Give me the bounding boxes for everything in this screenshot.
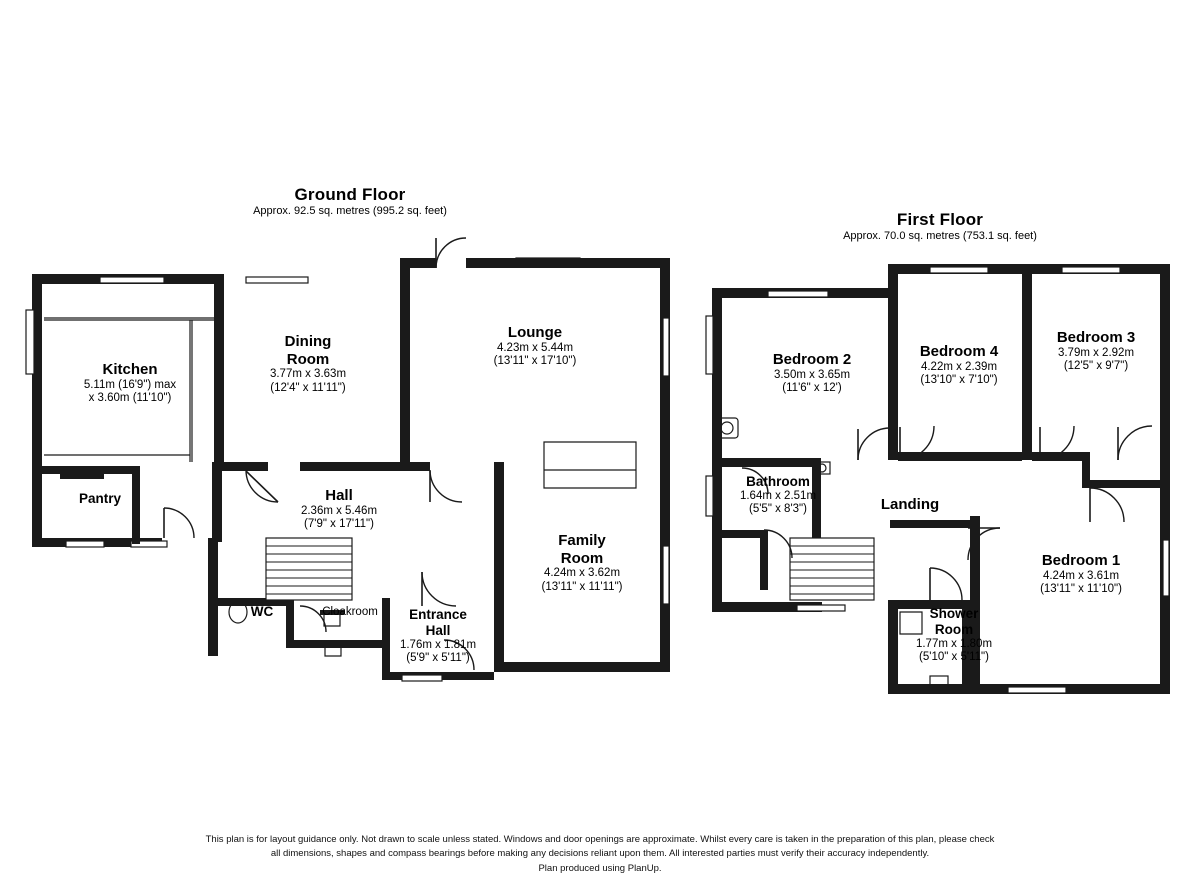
room-bedroom-1-name: Bedroom 1 <box>1041 552 1121 569</box>
room-hall <box>250 487 428 532</box>
room-pantry <box>20 491 180 507</box>
room-bedroom-3 <box>1003 329 1189 374</box>
room-entrance-hall-name-line-1: Entrance <box>409 607 467 622</box>
room-shower-room-name-line-2: Room <box>934 621 974 637</box>
room-shower-room-name-line-1: Shower <box>929 606 979 621</box>
room-bedroom-2-dim-2: (11'6" x 12') <box>782 382 842 395</box>
first-floor-stairs <box>790 538 874 600</box>
room-bedroom-3-name: Bedroom 3 <box>1056 329 1136 346</box>
ground-floor-stairs <box>266 538 352 600</box>
room-hall-dim-2: (7'9" x 17'11") <box>304 518 374 531</box>
room-dining-name-line-2: Room <box>286 350 330 368</box>
room-bathroom-dim-2: (5'5" x 8'3") <box>749 503 807 516</box>
room-kitchen-name: Kitchen <box>102 361 158 378</box>
room-bedroom-3-dim-1: 3.79m x 2.92m <box>1057 346 1135 359</box>
room-landing <box>838 496 982 514</box>
disclaimer-line-3: Plan produced using PlanUp. <box>538 862 662 874</box>
disclaimer-line-2: all dimensions, shapes and compass bearings before making any decisions reliant upon them. All interested parties must verify their accuracy independently. <box>270 848 930 860</box>
room-wc-name: WC <box>250 604 274 619</box>
room-lounge-dim-1: 4.23m x 5.44m <box>496 341 574 354</box>
room-hall-name: Hall <box>325 487 353 504</box>
room-shower-room-dim-1: 1.77m x 1.80m <box>915 637 993 650</box>
room-lounge <box>443 324 627 369</box>
room-dining-dim-2: (12'4" x 11'11") <box>270 381 346 394</box>
room-dining-name-line-1: Dining <box>284 333 332 350</box>
room-hall-dim-1: 2.36m x 5.46m <box>300 504 378 517</box>
room-dining <box>218 333 398 396</box>
first-floor-title: First Floor <box>896 210 984 229</box>
room-bedroom-1-dim-2: (13'11" x 11'10") <box>1040 583 1122 596</box>
room-kitchen-dim-1: 5.11m (16'9") max <box>83 378 177 391</box>
room-bedroom-4-name: Bedroom 4 <box>919 343 999 360</box>
first-floor-subtitle: Approx. 70.0 sq. metres (753.1 sq. feet) <box>843 230 1037 242</box>
room-pantry-name: Pantry <box>78 491 122 506</box>
room-shower-room-dim-2: (5'10" x 5'11") <box>919 651 989 664</box>
room-entrance-hall-dim-1: 1.76m x 1.81m <box>399 638 477 651</box>
room-bedroom-4-dim-1: 4.22m x 2.39m <box>920 360 998 373</box>
room-family-dim-2: (13'11" x 11'11") <box>541 580 623 593</box>
room-wc <box>222 604 302 620</box>
room-family-name-line-2: Room <box>560 549 604 567</box>
room-dining-dim-1: 3.77m x 3.63m <box>269 368 347 381</box>
room-bedroom-1-dim-1: 4.24m x 3.61m <box>1042 569 1120 582</box>
disclaimer-line-1: This plan is for layout guidance only. Not drawn to scale unless stated. Windows and door openings are approximate. Whilst every care is taken in the preparation of this plan, please check <box>205 834 995 845</box>
room-entrance-hall-dim-2: (5'9" x 5'11") <box>406 652 470 665</box>
room-shower-room <box>880 606 1028 665</box>
room-family-name-line-1: Family <box>558 532 606 549</box>
room-bathroom-name: Bathroom <box>746 474 810 489</box>
room-bedroom-2-dim-1: 3.50m x 3.65m <box>773 368 851 381</box>
room-lounge-dim-2: (13'11" x 17'10") <box>493 355 577 368</box>
room-bathroom-dim-1: 1.64m x 2.51m <box>739 489 817 502</box>
room-bedroom-2-name: Bedroom 2 <box>772 351 852 368</box>
room-bedroom-4-dim-2: (13'10" x 7'10") <box>920 374 998 387</box>
room-entrance-hall <box>375 607 501 666</box>
room-cloakroom-name: Cloakroom <box>322 606 378 618</box>
ground-floor-title: Ground Floor <box>294 185 406 204</box>
room-kitchen <box>30 361 230 406</box>
room-family <box>490 532 674 595</box>
room-bedroom-1 <box>988 552 1174 597</box>
room-bedroom-3-dim-2: (12'5" x 9'7") <box>1063 360 1129 373</box>
room-family-dim-1: 4.24m x 3.62m <box>543 567 621 580</box>
room-landing-name: Landing <box>880 496 940 513</box>
room-lounge-name: Lounge <box>507 324 563 341</box>
room-entrance-hall-name-line-2: Hall <box>425 622 451 638</box>
room-kitchen-dim-2: x 3.60m (11'10") <box>88 392 172 405</box>
disclaimer-footer <box>0 833 1200 876</box>
ground-floor-subtitle: Approx. 92.5 sq. metres (995.2 sq. feet) <box>253 205 447 217</box>
